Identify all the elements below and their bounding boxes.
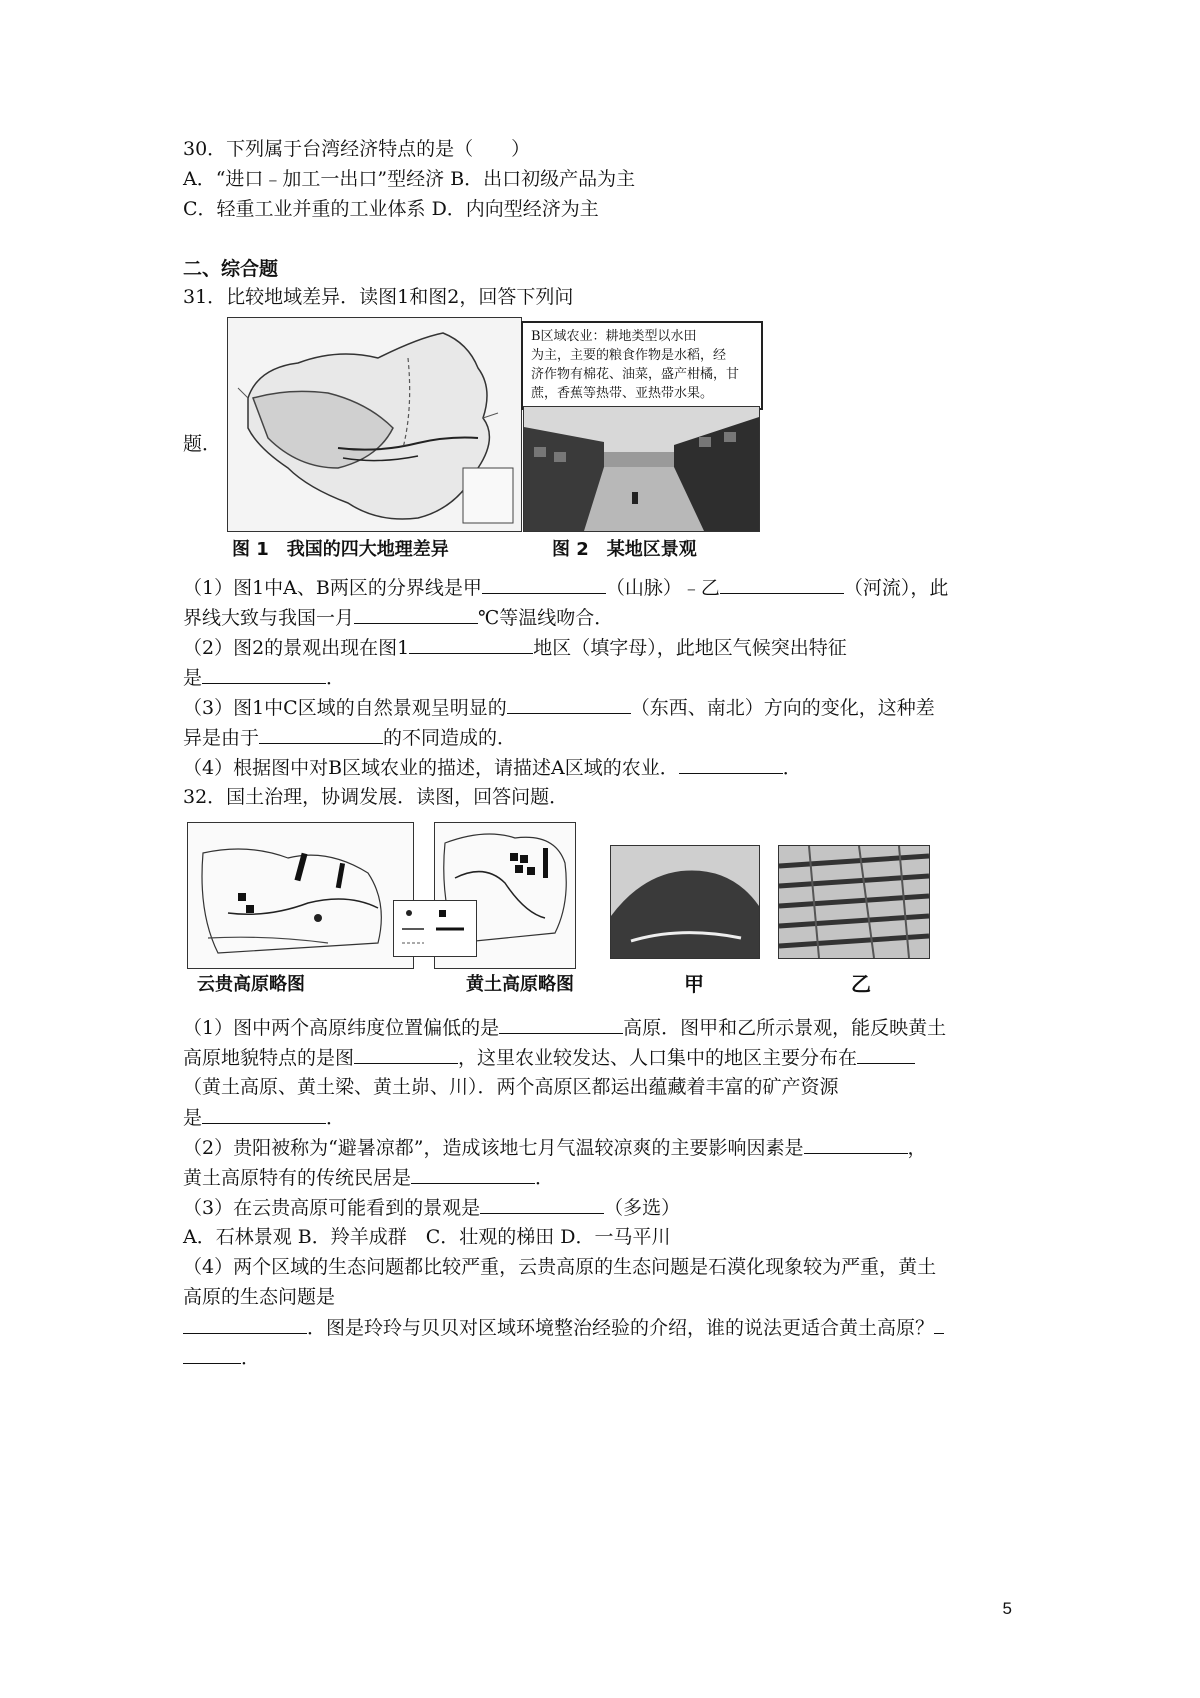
q31-stem-tail: 题．	[183, 433, 222, 455]
answer-blank[interactable]	[507, 693, 631, 714]
q32-p2-text-a: （2）贵阳被称为“避暑凉都”，造成该地七月气温较凉爽的主要影响因素是	[183, 1137, 804, 1159]
caption-photo-jia: 甲	[684, 972, 704, 996]
q31-part2-line1	[183, 633, 847, 662]
q31-p1-text-d: 界线大致与我国一月	[183, 607, 355, 629]
q30-stem: 30．下列属于台湾经济特点的是（ ）	[183, 138, 531, 160]
q31-part3-line1	[183, 693, 935, 722]
q31-p1-text-c: （河流），此	[843, 577, 949, 599]
caption-loess-map: 黄土高原略图	[466, 974, 574, 995]
answer-blank[interactable]	[354, 603, 478, 624]
q32-part2-line2	[183, 1163, 554, 1192]
map-legend	[393, 900, 477, 957]
q32-p4-text-c: ．图是玲玲与贝贝对区域环境整治经验的介绍，谁的说法更适合黄土高原？	[307, 1317, 935, 1339]
q32-part4-line3	[183, 1313, 944, 1342]
answer-blank[interactable]	[183, 1343, 241, 1364]
answer-blank[interactable]	[482, 573, 606, 594]
q32-part4-line1: （4）两个区域的生态问题都比较严重，云贵高原的生态问题是石漠化现象较为严重，黄土	[183, 1256, 937, 1278]
q32-p3-text-a: （3）在云贵高原可能看到的景观是	[183, 1197, 481, 1219]
figure-2-box-line-3: 济作物有棉花、油菜，盛产柑橘，甘	[531, 367, 740, 382]
q32-part1-line1	[183, 1013, 946, 1042]
q32-p1-text-g: ．	[326, 1107, 346, 1129]
photo-yi	[778, 845, 930, 959]
q31-part1-line2	[183, 603, 613, 632]
q32-stem: 32．国土治理，协调发展．读图，回答问题．	[183, 786, 569, 808]
q32-p2-text-c: 黄土高原特有的传统民居是	[183, 1167, 412, 1189]
q31-part2-line2	[183, 663, 345, 692]
q32-part3-options: A．石林景观 B．羚羊成群 C．壮观的梯田 D．一马平川	[183, 1226, 671, 1248]
q32-p2-text-b: ，	[907, 1137, 927, 1159]
answer-blank[interactable]	[480, 1193, 604, 1214]
q31-p3-text-a: （3）图1中C区域的自然景观呈明显的	[183, 697, 507, 719]
answer-blank[interactable]	[804, 1133, 908, 1154]
q31-stem: 31．比较地域差异．读图1和图2，回答下列问	[183, 286, 574, 308]
q32-part4-line2: 高原的生态问题是	[183, 1286, 336, 1308]
caption-yungui-map: 云贵高原略图	[197, 974, 305, 995]
photo-jia	[610, 845, 760, 959]
q31-part3-line2	[183, 723, 516, 752]
yungui-plateau-map	[187, 822, 414, 969]
q31-p1-text-b: （山脉）﹣乙	[605, 577, 720, 599]
figure-1-caption: 图 1 我国的四大地理差异	[232, 539, 449, 560]
answer-blank[interactable]	[202, 1103, 326, 1124]
figure-2-text-box	[521, 321, 763, 410]
q32-p3-text-b: （多选）	[604, 1197, 681, 1219]
figure-2-photo	[523, 406, 760, 532]
page-number: 5	[1002, 1599, 1012, 1618]
q32-part1-line2	[183, 1043, 915, 1072]
q32-part4-line4	[183, 1343, 260, 1372]
q31-p2-text-a: （2）图2的景观出现在图1	[183, 637, 410, 659]
q32-part2-line1	[183, 1133, 927, 1162]
q32-p1-text-a: （1）图中两个高原纬度位置偏低的是	[183, 1017, 500, 1039]
q32-part1-line3: （黄土高原、黄土梁、黄土峁、川）．两个高原区都运出蕴藏着丰富的矿产资源	[183, 1076, 839, 1098]
q32-part1-line4	[183, 1103, 345, 1132]
q31-p4-text-a: （4）根据图中对B区域农业的描述，请描述A区域的农业．	[183, 757, 679, 779]
q32-p2-text-d: ．	[535, 1167, 555, 1189]
answer-blank[interactable]	[259, 723, 383, 744]
q31-p1-text-e: ℃等温线吻合．	[478, 607, 614, 629]
q32-p1-text-f: 是	[183, 1107, 203, 1129]
answer-blank[interactable]	[202, 663, 326, 684]
answer-blank[interactable]	[679, 753, 783, 774]
q31-p3-text-b: （东西、南北）方向的变化，这种差	[630, 697, 935, 719]
caption-photo-yi: 乙	[851, 972, 871, 996]
answer-blank[interactable]	[499, 1013, 623, 1034]
figure-2-box-line-2: 为主，主要的粮食作物是水稻，经	[531, 348, 727, 363]
q30-options-cd: C．轻重工业并重的工业体系 D．内向型经济为主	[183, 198, 599, 220]
q31-p3-text-d: 的不同造成的．	[383, 727, 517, 749]
answer-blank[interactable]	[411, 1163, 535, 1184]
figure-2-caption: 图 2 某地区景观	[552, 539, 697, 560]
answer-blank[interactable]	[934, 1313, 944, 1334]
answer-blank[interactable]	[857, 1043, 915, 1064]
q31-p2-text-b: 地区（填字母），此地区气候突出特征	[533, 637, 847, 659]
q31-p1-text-a: （1）图1中A、B两区的分界线是甲	[183, 577, 482, 599]
figure-1-map	[227, 317, 522, 532]
q31-p4-text-b: ．	[782, 757, 802, 779]
answer-blank[interactable]	[354, 1043, 458, 1064]
figure-2-box-line-4: 蔗，香蕉等热带、亚热带水果。	[531, 386, 714, 401]
q31-p2-text-d: ．	[326, 667, 346, 689]
answer-blank[interactable]	[183, 1313, 307, 1334]
q32-part3-line1	[183, 1193, 680, 1222]
q31-p3-text-c: 异是由于	[183, 727, 260, 749]
answer-blank[interactable]	[720, 573, 844, 594]
q31-part1-line1	[183, 573, 948, 602]
q30-options-ab: A．“进口﹣加工一出口”型经济 B．出口初级产品为主	[183, 168, 636, 190]
q32-p1-text-b: 高原．图甲和乙所示景观，能反映黄土	[623, 1017, 947, 1039]
q31-part4	[183, 753, 802, 782]
section-heading: 二、综合题	[183, 258, 279, 280]
q32-p1-text-c: 高原地貌特点的是图	[183, 1047, 355, 1069]
q31-p2-text-c: 是	[183, 667, 203, 689]
figure-2-box-line-1: B区域农业：耕地类型以水田	[531, 329, 697, 344]
q32-p1-text-d: ，这里农业较发达、人口集中的地区主要分布在	[458, 1047, 858, 1069]
answer-blank[interactable]	[409, 633, 533, 654]
q32-p4-text-d: ．	[241, 1347, 261, 1369]
